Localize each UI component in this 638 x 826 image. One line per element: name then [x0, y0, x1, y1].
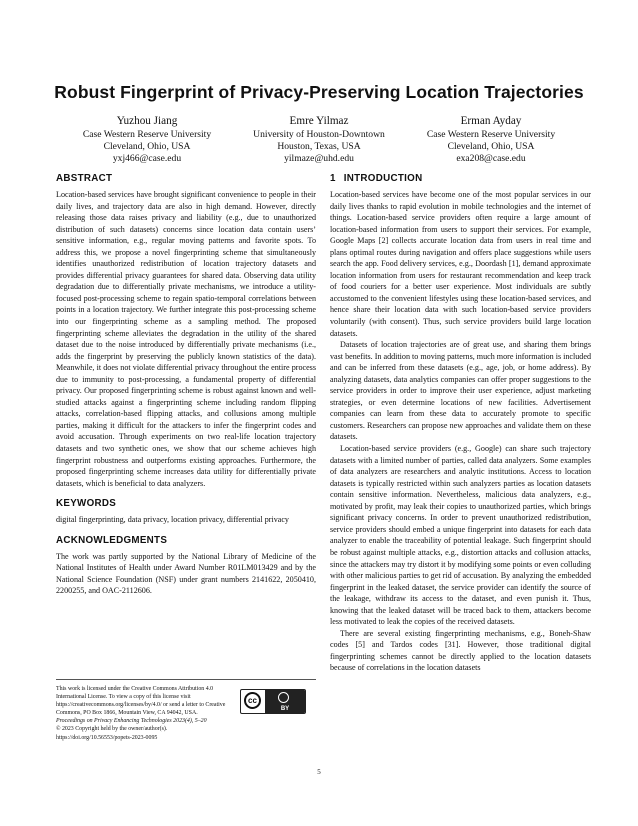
intro-paragraph: Location-based services have become one of the most popular services in our daily lives thanks to rapid evolution in mobile technologies and the internet of things. Location-based service providers often require a large amount of location-based information from users to support their services. For example, Google Maps [2] collects accurate location data from users in real time and plans optimal routes during navigation and offers place suggestions while users search the app. Food delivery services, e.g., Doordash [1], demand approximate location information from users for restaurant recommendation and keep track of food couriers for a better user experience. Most individuals are subtly accustomed to the convenient lifestyles using these location-based services, and hence share their location data with such location-based service providers voluntarily (with consent). Thus, such service providers build large location datasets. — [330, 190, 591, 338]
intro-paragraph: Location-based service providers (e.g., Google) can share such trajectory datasets with a limited number of parties, called data analyzers. Some examples of data analyzers are researchers and analytic institutions. Access to location datasets is typically restricted within such analyzers parties as location datasets contain sensitive information. Nevertheless, malicious data analyzers, e.g., motivated by profit, may leak their copies to unauthorized parties, which brings significant privacy concerns. In order to prevent unauthorized redistribution, service providers should embed a unique fingerprint into datasets for each data analyzer to enable the traceability of potential leakage. Such fingerprint should be robust against multiple attacks, e.g., distortion attacks and collusion attacks, since the attackers may try distort it by modifying some points or even colluding with other malicious parties to get rid of accusation. By analyzing the embedded fingerprint in the leaked dataset, the service provider can identify the source of the leakage, withdraw its access to the dataset, and even punish it. Thus, knowing that the leaked dataset will be traced back to them, attackers become less motivated to leak the copies of the received datasets. — [330, 444, 591, 627]
author-email: yxj466@case.edu — [112, 153, 182, 165]
cc-logo-icon: cc — [244, 692, 261, 709]
introduction-heading — [330, 173, 591, 185]
author-2 — [221, 114, 417, 166]
license-footnote — [56, 679, 316, 742]
attribution-person-icon — [278, 692, 289, 703]
introduction-section — [330, 173, 591, 674]
cc-by-license-icon — [240, 689, 306, 714]
intro-paragraph: There are several existing fingerprinting mechanisms, e.g., Boneh-Shaw codes [5] and Tardos codes [31]. However, those traditional digital fingerprinting schemes cannot be directly applied to the location datasets because of correlations in the location datasets — [330, 628, 591, 673]
paper-title: Robust Fingerprint of Privacy-Preserving Location Trajectories — [54, 82, 584, 102]
author-affiliation: University of Houston-Downtown — [253, 129, 385, 140]
author-affiliation: Case Western Reserve University — [82, 129, 212, 140]
author-email: exa208@case.edu — [456, 153, 526, 165]
keywords-section — [56, 498, 316, 526]
page-number: 5 — [317, 768, 321, 776]
by-area — [265, 690, 305, 713]
author-location: Cleveland, Ohio, USA — [447, 141, 535, 153]
author-1 — [49, 114, 245, 166]
section-number: 1 — [330, 173, 336, 184]
section-title: INTRODUCTION — [343, 173, 423, 184]
acknowledgments-section — [56, 535, 316, 597]
by-label: BY — [280, 706, 290, 712]
author-location: Houston, Texas, USA — [277, 141, 361, 153]
acknowledgments-text: The work was partly supported by the National Library of Medicine of the National Institutes of Health under Award Number R01LM013429 and by the National Science Foundation (NSF) under grant numbers 2141622, 2050410, 2200255, and OAC-2112606. — [56, 551, 316, 596]
copyright-line: © 2023 Copyright held by the owner/author(s). — [56, 726, 168, 733]
author-3 — [393, 114, 589, 166]
author-email: yilmaze@uhd.edu — [284, 153, 354, 165]
doi-link[interactable]: https://doi.org/10.56553/popets-2023-0095 — [56, 734, 158, 741]
proceedings-info: Proceedings on Privacy Enhancing Technologies 2023(4), 5–20 — [56, 718, 207, 725]
abstract-heading: ABSTRACT — [56, 173, 113, 184]
license-text-block — [56, 685, 240, 742]
license-statement: This work is licensed under the Creative Commons Attribution 4.0 International License. To view a copy of this license visit https://creativecommons.org/licenses/by/4.0/ or send a letter to Creative Commons, PO Box 1866, Mountain View, CA 94042, USA. — [56, 686, 226, 717]
abstract-section — [56, 173, 316, 489]
author-name: Erman Ayday — [460, 115, 522, 127]
left-column — [56, 173, 316, 597]
right-column — [330, 173, 591, 674]
acknowledgments-heading: ACKNOWLEDGMENTS — [56, 534, 168, 546]
author-name: Yuzhou Jiang — [116, 115, 178, 127]
keywords-text: digital fingerprinting, data privacy, location privacy, differential privacy — [56, 515, 289, 525]
abstract-text: Location-based services have brought significant convenience to people in their daily lives, and trajectory data are also in high demand. However, directly releasing those data raises privacy and liability (e.g., due to unauthorized distribution of such datasets) concerns since location data contain users’ sensitive information, e.g., regular moving patterns and favorite spots. To address this, we propose a novel fingerprinting scheme that simultaneously identifies unauthorized redistribution of location trajectory datasets and provides differential privacy guarantees for shared data. Observing data utility degradation due to differentially private mechanisms, we introduce a utility-focused post-processing scheme to regain spatio-temporal correlations between points in a location trajectory. We further integrate this post-processing scheme into our fingerprinting scheme as a sampling method. The proposed fingerprinting scheme alleviates the degradation in the utility of the shared dataset due to the noise introduced by differentially private mechanisms (i.e., adds the fingerprint by preserving the publicly known statistics of the data). Meanwhile, it does not violate differential privacy throughout the entire process due to immunity to post-processing, a fundamental property of differential privacy. Our proposed fingerprinting scheme is robust against known and well-studied attacks against a fingerprinting scheme including random flipping attacks, correlation-based flipping attacks, and collusions among multiple parties, making it difficult for the attackers to infer the fingerprint codes and avoid accusation. Through experiments on two real-life location trajectory datasets and two synthetic ones, we show that our scheme achieves high fingerprint robustness and outperforms existing approaches. Furthermore, the proposed fingerprinting scheme increases data utility for differentially private datasets, which is beneficial to data analyzers. — [56, 190, 316, 488]
keywords-heading: KEYWORDS — [56, 498, 117, 510]
author-name: Emre Yilmaz — [289, 115, 349, 127]
intro-paragraph: Datasets of location trajectories are of great use, and sharing them brings vast benefits. In addition to moving patterns, much more information is included and can be inferred from these datasets (e.g., age, job, or home address). By analyzing datasets, data analytics companies can offer proper suggestions to the service providers in order to improve their user experience, adjust marketing strategies, or even determine locations of new facilities. Advertisement companies can learn from these data to accurately promote to specific customers. Researchers can propose new approaches and validate them on these datasets. — [330, 340, 591, 442]
author-location: Cleveland, Ohio, USA — [103, 141, 191, 153]
author-affiliation: Case Western Reserve University — [426, 129, 556, 140]
